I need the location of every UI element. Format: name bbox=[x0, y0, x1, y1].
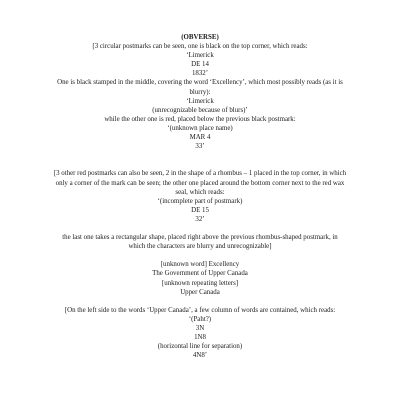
side-column-description bbox=[30, 306, 370, 361]
text-line: ‘Limerick bbox=[186, 97, 214, 105]
page-heading: (OBVERSE) bbox=[181, 34, 219, 41]
text-line: (unrecognizable because of blurs)’ bbox=[152, 106, 248, 114]
paragraph-spacer bbox=[30, 151, 370, 169]
text-line: seal, which reads: bbox=[175, 188, 225, 196]
text-line: 33’ bbox=[195, 143, 205, 151]
text-line: [unknown repeating letters] bbox=[161, 279, 239, 287]
postmark-description-black bbox=[30, 42, 370, 151]
transcription-body bbox=[30, 33, 370, 360]
text-line: DE 14 bbox=[191, 61, 209, 69]
text-line: 32’ bbox=[195, 215, 205, 223]
text-line: The Government of Upper Canada bbox=[152, 270, 248, 278]
paragraph-spacer bbox=[30, 251, 370, 260]
text-line: which the characters are blurry and unrecognizable] bbox=[128, 243, 272, 251]
text-line: [3 other red postmarks can also be seen, 2 in the shape of a rhombus – 1 placed in the top corner, in which bbox=[53, 170, 347, 178]
text-line: ‘(incomplete part of postmark) bbox=[157, 197, 243, 205]
text-line: the last one takes a rectangular shape, placed right above the previous rhombus-shaped postmark, in bbox=[62, 234, 338, 242]
address-block bbox=[30, 260, 370, 296]
text-line: [unknown word] Excellency bbox=[160, 261, 240, 269]
postmark-description-red-rhombus bbox=[30, 169, 370, 224]
text-line: ‘(unknown place name) bbox=[167, 124, 233, 132]
text-line: blurry): bbox=[189, 88, 211, 96]
text-line: 1N8 bbox=[194, 334, 206, 342]
text-line: Upper Canada bbox=[180, 288, 220, 296]
text-line: MAR 4 bbox=[189, 134, 211, 142]
text-line: while the other one is red, placed below the previous black postmark: bbox=[104, 115, 296, 123]
paragraph-spacer bbox=[30, 297, 370, 306]
paragraph-spacer bbox=[30, 224, 370, 233]
text-line: (horizontal line for separation) bbox=[157, 343, 243, 351]
text-line: One is black stamped in the middle, covering the word ‘Excellency’, which most possibly reads (as it is bbox=[57, 79, 343, 87]
text-line: [On the left side to the words ‘Upper Canada’, a few column of words are contained, which reads: bbox=[64, 306, 336, 314]
text-line: [3 circular postmarks can be seen, one is black on the top corner, which reads: bbox=[92, 43, 308, 51]
postmark-description-red-rectangle bbox=[30, 233, 370, 251]
text-line: 1832’ bbox=[191, 70, 209, 78]
text-line: ‘(Paht?) bbox=[188, 315, 212, 323]
text-line: only a corner of the mark can be seen; the other one placed around the bottom corner next to the red wax bbox=[55, 179, 345, 187]
text-line: ‘Limerick bbox=[186, 52, 214, 60]
text-line: DE 15 bbox=[191, 206, 209, 214]
text-line: 4N8’ bbox=[192, 352, 208, 360]
text-line: 3N bbox=[195, 325, 205, 332]
